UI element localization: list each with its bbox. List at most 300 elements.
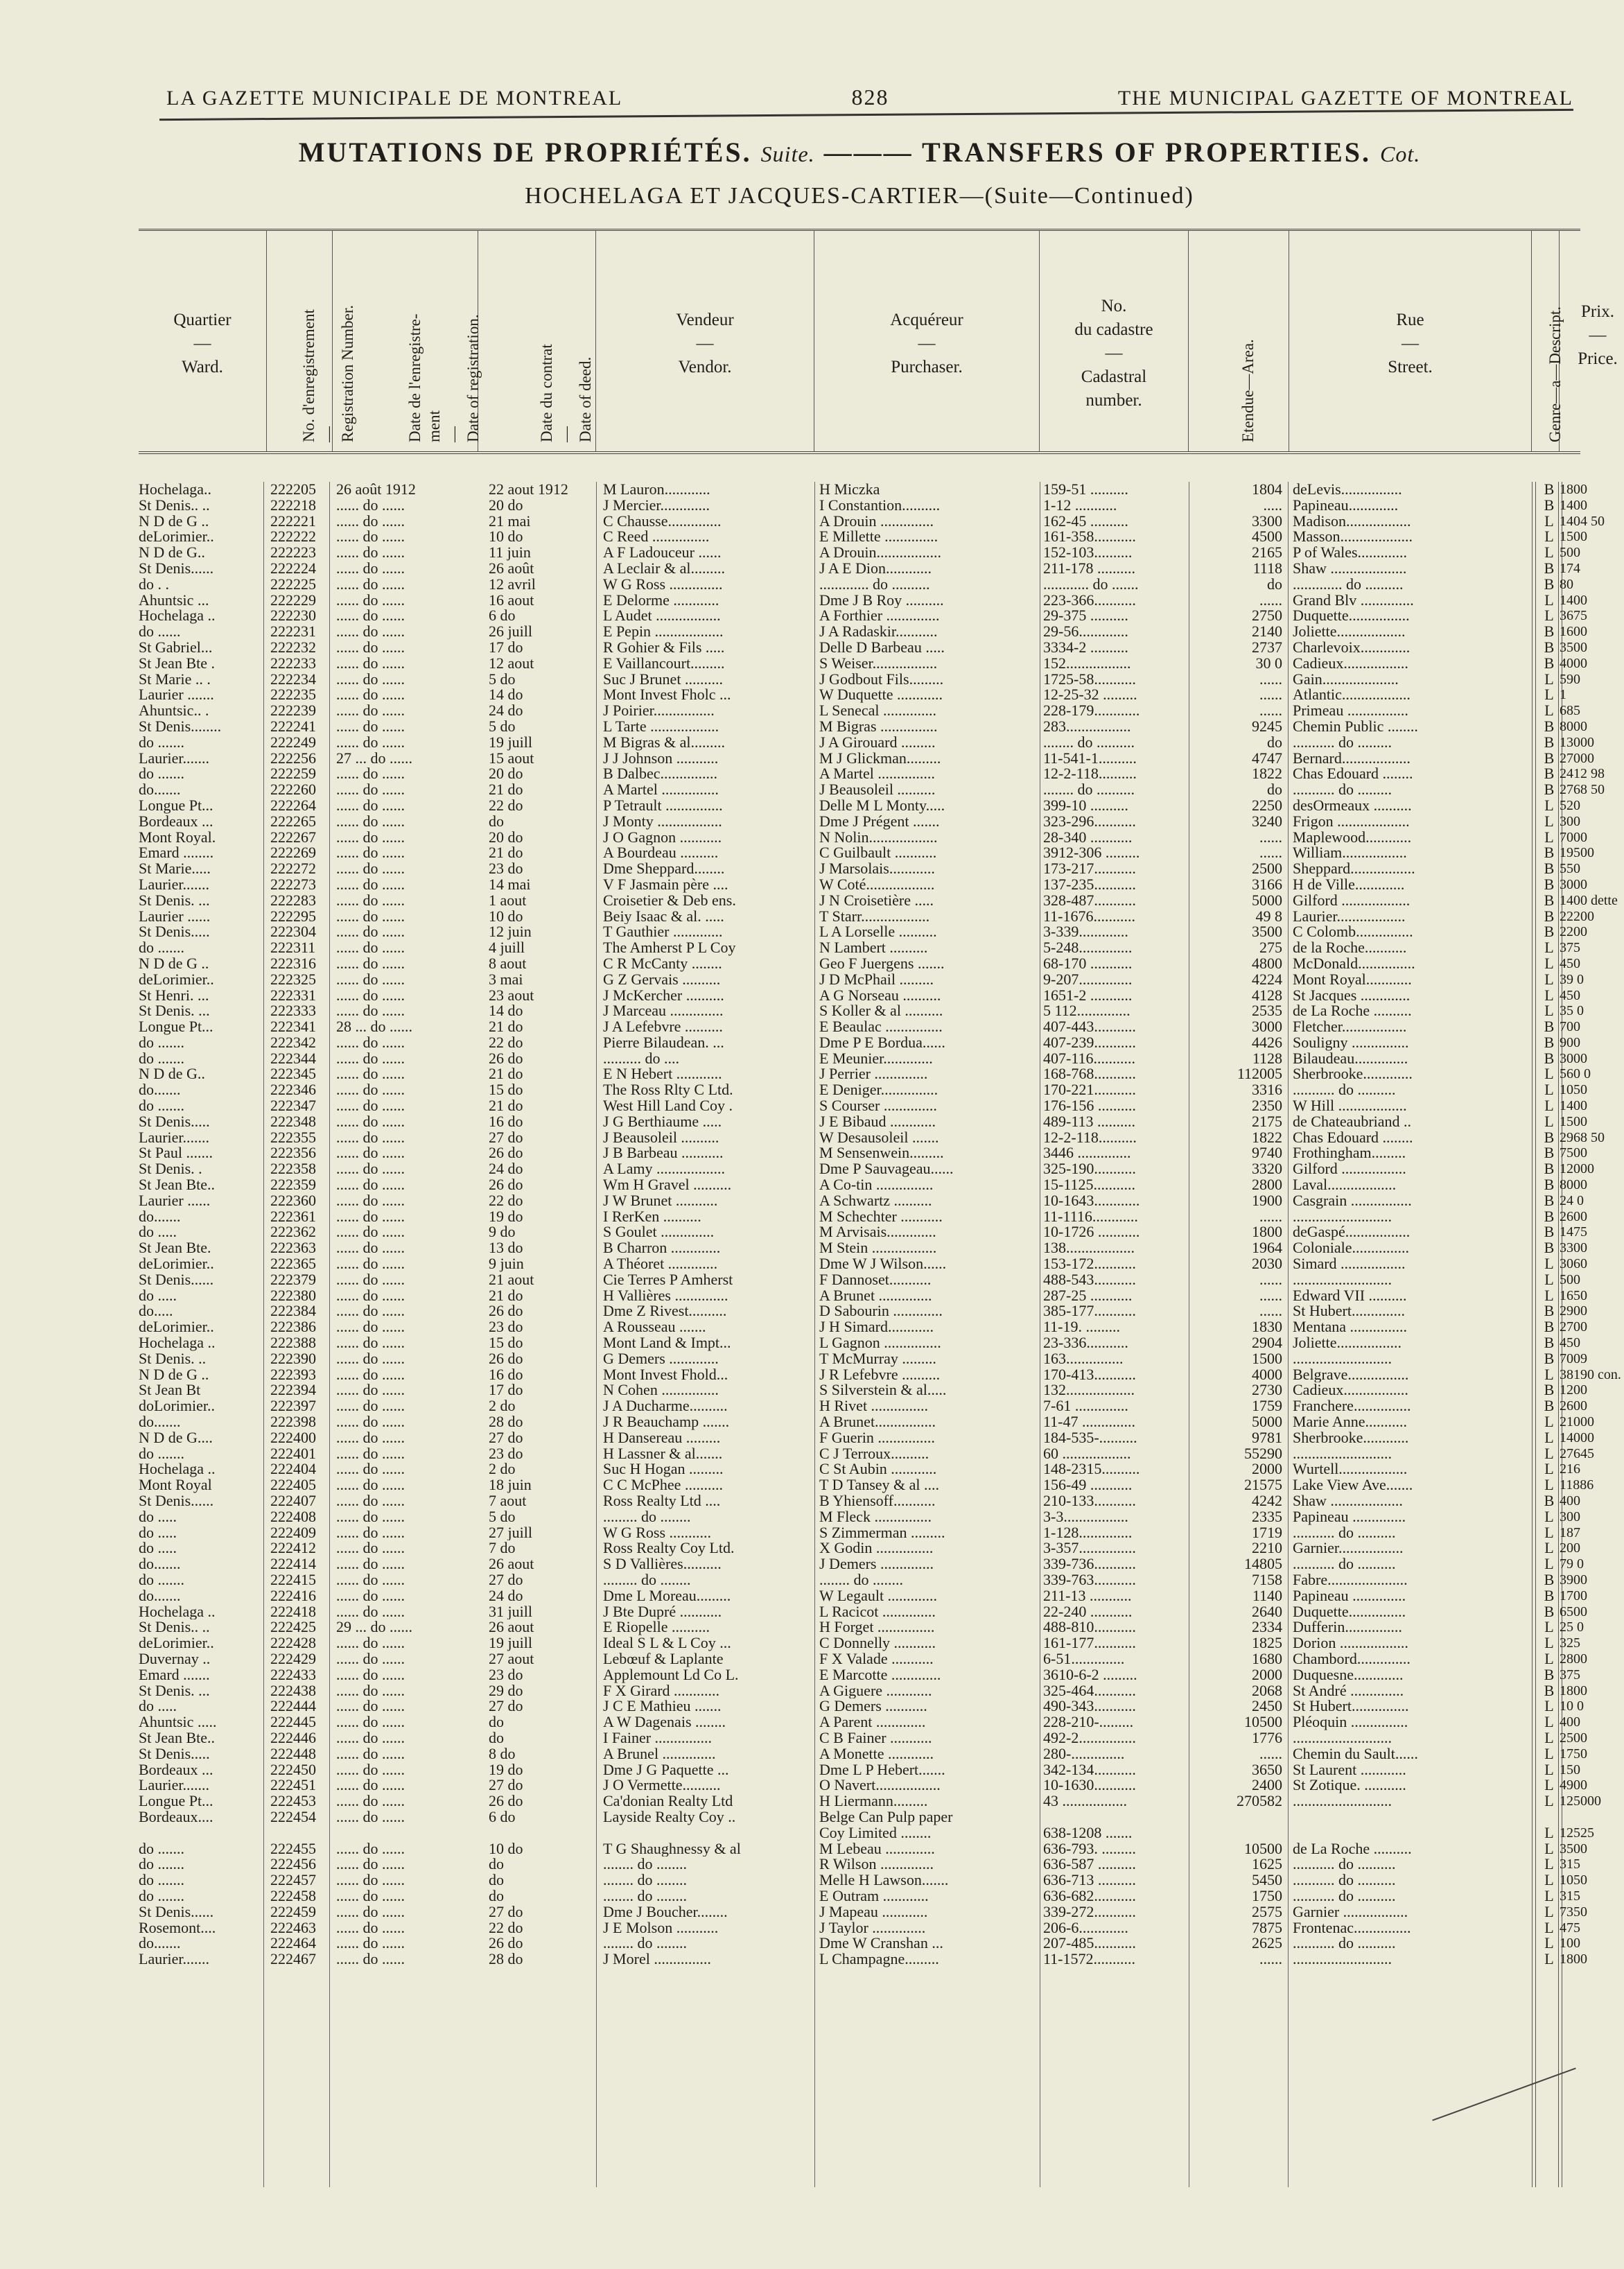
cell-rue: .......................... (1293, 1350, 1392, 1367)
cell-dct: 5 do (489, 1509, 516, 1525)
cell-area: 2737 (1252, 639, 1282, 656)
cell-reg: 222241 (270, 718, 316, 735)
cell-gen: B (1544, 924, 1555, 941)
cell-acq: J E Bibaud ............ (819, 1113, 936, 1130)
cell-ward: do ....... (139, 1888, 184, 1904)
cell-ven: G Demers ............. (603, 1350, 719, 1367)
table-row (139, 1525, 1580, 1541)
cell-ven: E Riopelle .......... (603, 1619, 710, 1636)
cell-rue: Mentana ............... (1293, 1319, 1407, 1336)
cell-area: 5000 (1252, 1414, 1282, 1430)
cell-area: 2068 (1252, 1683, 1282, 1699)
cell-area: 14805 (1244, 1556, 1282, 1572)
cell-area: 2640 (1252, 1603, 1282, 1620)
cell-prix: 10 0 (1560, 1698, 1584, 1714)
cell-acq: J A E Dion............ (819, 560, 932, 577)
cell-acq: W Coté.................. (819, 876, 935, 893)
cell-dreg: ...... do ...... (336, 1857, 405, 1873)
cell-gen: B (1544, 1303, 1555, 1320)
cell-acq: C St Aubin ............ (819, 1461, 937, 1478)
table-row (139, 1145, 1587, 1162)
cell-dct: 22 do (489, 1920, 523, 1936)
cell-dreg: ...... do ...... (336, 1540, 405, 1557)
cell-cad: 170-413........... (1043, 1366, 1136, 1383)
cell-rue: C Colomb............... (1293, 924, 1413, 941)
cell-dct: 27 juill (489, 1524, 532, 1541)
cell-acq: J D McPhail ......... (819, 971, 934, 988)
cell-gen: L (1544, 1461, 1554, 1478)
cell-prix: 2500 (1560, 1730, 1587, 1746)
cell-area: 4000 (1252, 1366, 1282, 1383)
cell-cad: 11-1676........... (1043, 908, 1136, 925)
cell-reg: 222235 (270, 687, 316, 704)
cell-rue: Mont Royal............ (1293, 971, 1412, 988)
cell-dct: 6 do (489, 608, 516, 625)
cell-acq: J R Lefebvre .......... (819, 1366, 941, 1383)
cell-ward: Longue Pt... (139, 1019, 213, 1035)
cell-reg: 222428 (270, 1635, 316, 1651)
cell-cad: 342-134........... (1043, 1762, 1136, 1778)
cell-rue: St André .............. (1293, 1683, 1404, 1699)
header-label: Etendue—Area. (1239, 339, 1257, 442)
table-row (139, 829, 1587, 846)
cell-cad: 10-1630........... (1043, 1777, 1136, 1794)
cell-rue: Papineau............. (1293, 497, 1399, 514)
cell-acq: O Navert................. (819, 1777, 941, 1794)
cell-dct: 27 do (489, 1129, 523, 1146)
cell-reg: 222455 (270, 1841, 316, 1857)
cell-reg: 222415 (270, 1572, 316, 1588)
header-label: Purchaser. (891, 358, 963, 376)
table-row (139, 940, 1580, 956)
cell-dreg: ...... do ...... (336, 1445, 405, 1462)
cell-reg: 222259 (270, 766, 316, 783)
cell-dct: 8 aout (489, 955, 527, 972)
cell-dreg: ...... do ...... (336, 940, 405, 956)
cell-prix: 3675 (1560, 608, 1587, 624)
header-label: ment (425, 410, 443, 442)
header-label: — (918, 334, 936, 353)
cell-dreg: ...... do ...... (336, 639, 405, 656)
cell-rue: Fletcher................. (1293, 1019, 1407, 1035)
cell-acq: Dme L P Hebert....... (819, 1762, 945, 1778)
end-rule (1432, 2067, 1575, 2121)
cell-prix: 187 (1560, 1524, 1580, 1540)
header-genre (1532, 231, 1564, 451)
cell-ven: .......... do .... (603, 1050, 679, 1067)
cell-cad: 488-543........... (1043, 1271, 1136, 1288)
cell-gen: B (1544, 892, 1555, 909)
cell-gen: B (1544, 1603, 1555, 1620)
cell-prix: 2600 (1560, 1398, 1587, 1414)
cell-dreg: ...... do ...... (336, 1730, 405, 1746)
running-head-left: LA GAZETTE MUNICIPALE DE MONTREAL (166, 87, 623, 110)
cell-ven: E N Hebert ............ (603, 1066, 722, 1083)
cell-rue: deLevis................ (1293, 482, 1402, 498)
cell-cad: 156-49 ........... (1043, 1477, 1133, 1493)
cell-ven: ........ do ........ (603, 1872, 687, 1888)
cell-area: 4224 (1252, 971, 1282, 988)
cell-gen: L (1544, 940, 1554, 956)
cell-acq: C B Fainer ........... (819, 1730, 932, 1746)
table-row (139, 1082, 1587, 1099)
cell-ven: A Brunel .............. (603, 1746, 716, 1762)
cell-area: 1759 (1252, 1398, 1282, 1415)
cell-dreg: ...... do ...... (336, 1841, 405, 1857)
cell-prix: 27000 (1560, 750, 1594, 766)
cell-cad: 211-13 ........... (1043, 1588, 1132, 1604)
cell-area: 2400 (1252, 1777, 1282, 1794)
header-deed-date (478, 231, 596, 451)
cell-rue: Souligny ............... (1293, 1034, 1409, 1051)
cell-reg: 222409 (270, 1524, 316, 1541)
header-label: Price. (1578, 349, 1618, 368)
cell-rue: Shaw .................... (1293, 560, 1407, 577)
cell-ward: Longue Pt... (139, 1793, 213, 1809)
cell-reg: 222454 (270, 1809, 316, 1825)
table-row (139, 687, 1580, 703)
cell-acq: A Drouin................. (819, 545, 941, 561)
cell-ward: St Jean Bte.. (139, 1730, 215, 1746)
cell-area: do (1267, 734, 1282, 751)
cell-rue: Frothingham......... (1293, 1145, 1406, 1162)
cell-cad: 492-2............... (1043, 1730, 1136, 1746)
cell-gen: B (1544, 1019, 1555, 1035)
cell-dct: 23 do (489, 1445, 523, 1462)
cell-dreg: ...... do ...... (336, 861, 405, 877)
cell-ward: Hochelaga .. (139, 1335, 216, 1351)
cell-prix: 1500 (1560, 1113, 1587, 1129)
cell-ward: Mont Royal (139, 1477, 212, 1493)
cell-prix: 14000 (1560, 1429, 1594, 1445)
cell-dreg: ...... do ...... (336, 497, 405, 514)
cell-area: ...... (1259, 592, 1282, 609)
cell-rue: Laval.................. (1293, 1177, 1397, 1193)
cell-dreg: ...... do ...... (336, 1809, 405, 1825)
cell-dct: 21 do (489, 1019, 523, 1035)
cell-rue: .......................... (1293, 1951, 1392, 1967)
table-row (139, 655, 1587, 672)
cell-acq: E Outram ............ (819, 1888, 929, 1904)
cell-reg: 222347 (270, 1098, 316, 1114)
cell-reg: 222264 (270, 797, 316, 814)
cell-dreg: ...... do ...... (336, 703, 405, 719)
cell-reg: 222379 (270, 1271, 316, 1288)
cell-ward: St Denis..... (139, 1746, 210, 1762)
cell-rue: Charlevoix............. (1293, 639, 1411, 656)
cell-ward: do . . (139, 576, 169, 593)
cell-dreg: ...... do ...... (336, 924, 405, 941)
cell-prix: 1400 (1560, 592, 1587, 608)
cell-ward: deLorimier.. (139, 1319, 214, 1336)
cell-ven: C Chausse.............. (603, 513, 722, 530)
cell-area: ...... (1259, 1271, 1282, 1288)
table-row (139, 1936, 1580, 1951)
cell-dreg: ...... do ...... (336, 971, 405, 988)
header-label: Acquéreur (890, 311, 963, 329)
cell-acq: B Yhiensoff........... (819, 1493, 936, 1509)
table-row (139, 861, 1580, 877)
cell-gen: B (1544, 497, 1555, 514)
page-number: 828 (851, 85, 889, 110)
cell-reg: 222234 (270, 671, 316, 688)
cell-prix: 590 (1560, 671, 1580, 687)
cell-ven: ......... do ........ (603, 1509, 691, 1525)
cell-reg: 222438 (270, 1683, 316, 1699)
cell-rue: Cadieux................. (1293, 1382, 1408, 1399)
cell-gen: L (1544, 1777, 1554, 1794)
cell-ven: V F Jasmain père .... (603, 876, 728, 893)
cell-gen: B (1544, 876, 1555, 893)
cell-reg: 222401 (270, 1445, 316, 1462)
table-row (139, 1129, 1605, 1146)
cell-area: 2450 (1252, 1698, 1282, 1715)
cell-ward: do ....... (139, 1857, 184, 1873)
cell-ward: St Jean Bt (139, 1382, 201, 1399)
cell-rue: William................. (1293, 845, 1407, 862)
cell-cad: 287-25 ........... (1043, 1287, 1133, 1304)
cell-dreg: 29 ... do ...... (336, 1619, 412, 1636)
cell-ward: Emard ....... (139, 1667, 210, 1683)
cell-reg: 222400 (270, 1429, 316, 1446)
cell-dreg: ...... do ...... (336, 1240, 405, 1257)
cell-area: 2165 (1252, 545, 1282, 561)
cell-dreg: ...... do ...... (336, 797, 405, 814)
cell-reg: 222230 (270, 608, 316, 625)
cell-ven: Applemount Ld Co L. (603, 1667, 739, 1683)
cell-ward: Rosemont.... (139, 1920, 216, 1936)
page-title: MUTATIONS DE PROPRIÉTÉS. Suite. ——— TRANSFERS OF PROPERTIES. Cot. (298, 137, 1421, 168)
cell-dct: 3 mai (489, 971, 523, 988)
cell-ven: J W Brunet ........... (603, 1192, 718, 1209)
cell-area: ...... (1259, 1746, 1282, 1762)
cell-cad: 325-190........... (1043, 1161, 1136, 1178)
table-row (139, 577, 1580, 593)
cell-rue: Shaw ................... (1293, 1493, 1403, 1509)
cell-reg: 222224 (270, 560, 316, 577)
cell-cad: 43 ................. (1043, 1793, 1127, 1809)
cell-rue: Gilford .................. (1293, 892, 1411, 909)
cell-ward: Laurier....... (139, 876, 210, 893)
cell-prix: 4000 (1560, 655, 1587, 671)
cell-prix: 1475 (1560, 1224, 1587, 1240)
cell-reg: 222445 (270, 1714, 316, 1730)
cell-dct: 12 juin (489, 924, 532, 941)
cell-prix: 475 (1560, 1920, 1580, 1936)
cell-acq: A Brunet................ (819, 1414, 936, 1430)
cell-reg: 222405 (270, 1477, 316, 1493)
cell-prix: 1050 (1560, 1872, 1587, 1888)
cell-ward: Hochelaga .. (139, 1603, 216, 1620)
cell-ven: The Ross Rlty C Ltd. (603, 1082, 733, 1099)
cell-prix: 560 0 (1560, 1066, 1591, 1082)
cell-acq: E Millette .............. (819, 529, 938, 546)
cell-dct: 26 juill (489, 624, 532, 640)
cell-rue: Chas Edouard ........ (1293, 1129, 1413, 1146)
cell-ward: St Denis. ... (139, 1003, 210, 1020)
cell-dreg: 26 août 1912 (336, 482, 416, 498)
cell-rue: Garnier................. (1293, 1540, 1404, 1557)
cell-area: 1719 (1252, 1524, 1282, 1541)
cell-ven: West Hill Land Coy . (603, 1098, 733, 1114)
cell-rue: Atlantic.................. (1293, 687, 1411, 704)
cell-rue: P of Wales............. (1293, 545, 1408, 561)
cell-ward: St Paul ....... (139, 1145, 213, 1162)
cell-dct: do (489, 1872, 504, 1888)
cell-dct: 17 do (489, 639, 523, 656)
cell-ven: L Tarte .................. (603, 718, 719, 735)
cell-prix: 3000 (1560, 876, 1587, 892)
cell-dreg: ...... do ...... (336, 1461, 405, 1478)
cell-rue: St Hubert............... (1293, 1698, 1409, 1715)
cell-acq: J N Croisetière ..... (819, 892, 934, 909)
cell-ward: deLorimier.. (139, 971, 214, 988)
cell-ven: J A Lefebvre .......... (603, 1019, 723, 1035)
table-row (139, 1493, 1580, 1509)
cell-ven: A W Dagenais ........ (603, 1714, 726, 1730)
cell-cad: 339-763........... (1043, 1572, 1136, 1588)
cell-cad: 28-340 ........... (1043, 829, 1133, 846)
cell-gen: L (1544, 1619, 1554, 1636)
cell-rue: desOrmeaux .......... (1293, 797, 1412, 814)
cell-dreg: ...... do ...... (336, 1350, 405, 1367)
header-cadastre (1040, 231, 1189, 451)
cell-ven: Cie Terres P Amherst (603, 1271, 733, 1288)
cell-reg: 222450 (270, 1762, 316, 1778)
cell-cad: 170-221........... (1043, 1082, 1136, 1099)
cell-ward: Laurier ...... (139, 1192, 211, 1209)
cell-cad: 132.................. (1043, 1382, 1135, 1399)
cell-cad: 328-487........... (1043, 892, 1136, 909)
cell-rue: ........... do .......... (1293, 1872, 1396, 1888)
table-row (139, 1509, 1580, 1525)
cell-ward: N D de G .. (139, 1366, 209, 1383)
cell-area: 4426 (1252, 1034, 1282, 1051)
cell-dreg: ...... do ...... (336, 1398, 405, 1415)
cell-gen: L (1544, 1793, 1554, 1809)
cell-cad: 339-736........... (1043, 1556, 1136, 1572)
header-label: du cadastre (1074, 320, 1153, 339)
table-row (139, 1572, 1587, 1588)
table-row (139, 1445, 1594, 1462)
cell-rue: Chas Edouard ........ (1293, 766, 1413, 783)
cell-cad: 636-682........... (1043, 1888, 1136, 1904)
cell-acq: A Giguere ............ (819, 1683, 932, 1699)
cell-ward: St Denis.. .. (139, 497, 210, 514)
cell-acq: M Lebeau ............. (819, 1841, 935, 1857)
cell-acq: F Guerin ............... (819, 1429, 935, 1446)
title-en: TRANSFERS OF PROPERTIES. (921, 137, 1372, 168)
cell-reg: 222358 (270, 1161, 316, 1178)
cell-reg: 222362 (270, 1224, 316, 1241)
cell-acq: H Rivet ............... (819, 1398, 929, 1415)
cell-dreg: ...... do ...... (336, 1777, 405, 1794)
cell-cad: 138.................. (1043, 1240, 1135, 1257)
cell-rue: Simard ................. (1293, 1256, 1406, 1272)
cell-dreg: ...... do ...... (336, 1177, 405, 1193)
cell-ven: The Amherst P L Coy (603, 940, 736, 956)
cell-reg: 222304 (270, 924, 316, 941)
cell-area: 3316 (1252, 1082, 1282, 1099)
cell-acq: N Lambert .......... (819, 940, 928, 956)
cell-cad: 407-116........... (1043, 1050, 1136, 1067)
cell-cad: 11-1116............ (1043, 1208, 1138, 1225)
cell-reg: 222456 (270, 1857, 316, 1873)
table-row (139, 845, 1594, 862)
cell-ward: do ...... (139, 624, 181, 640)
cell-cad: 283................. (1043, 718, 1131, 735)
cell-gen: B (1544, 1588, 1555, 1604)
cell-rue: .......................... (1293, 1793, 1392, 1809)
cell-cad: 11-541-1.......... (1043, 750, 1137, 767)
cell-ven: Ross Realty Ltd .... (603, 1493, 721, 1509)
cell-gen: L (1544, 1714, 1554, 1730)
cell-gen: L (1544, 1256, 1554, 1272)
cell-dct: 9 do (489, 1224, 516, 1241)
table-row (139, 1698, 1584, 1715)
cell-dreg: ...... do ...... (336, 1192, 405, 1209)
cell-area: ...... (1259, 1287, 1282, 1304)
cell-area: 2800 (1252, 1177, 1282, 1193)
cell-prix: 8000 (1560, 1177, 1587, 1193)
table-row (139, 1872, 1587, 1888)
cell-gen: B (1544, 1382, 1555, 1399)
cell-gen: L (1544, 1841, 1554, 1857)
cell-acq: D Sabourin ............. (819, 1303, 943, 1320)
cell-dreg: ...... do ...... (336, 1224, 405, 1241)
cell-cad: 3912-306 ......... (1043, 845, 1140, 862)
cell-prix: 685 (1560, 703, 1580, 719)
cell-dct: 20 do (489, 829, 523, 846)
cell-prix: 4900 (1560, 1777, 1587, 1793)
header-label: Rue (1396, 311, 1424, 329)
cell-dreg: ...... do ...... (336, 718, 405, 735)
cell-acq: A Schwartz .......... (819, 1192, 932, 1209)
cell-prix: 400 (1560, 1714, 1580, 1730)
cell-cad: 1725-58........... (1043, 671, 1136, 688)
table-row (139, 1540, 1580, 1556)
cell-ven: J O Gagnon ........... (603, 829, 722, 846)
table-row (139, 750, 1594, 767)
cell-rue: Duquesne............. (1293, 1667, 1404, 1683)
cell-ward: deLorimier.. (139, 1635, 214, 1651)
cell-cad: 6-51.............. (1043, 1651, 1125, 1667)
table-row (139, 1240, 1587, 1257)
cell-acq: E Meunier............. (819, 1050, 933, 1067)
cell-ven: Lebœuf & Laplante (603, 1651, 724, 1667)
cell-gen: L (1544, 545, 1554, 561)
cell-cad: 5-248.............. (1043, 940, 1133, 956)
cell-reg: 222283 (270, 892, 316, 909)
cell-gen: L (1544, 1951, 1554, 1967)
cell-ward: do ....... (139, 1050, 184, 1067)
cell-ven: H Vallières .............. (603, 1287, 728, 1304)
table-row (139, 1683, 1587, 1699)
transfers-table-body (139, 482, 1621, 1967)
table-row (139, 1256, 1587, 1272)
cell-ven: F X Girard ............ (603, 1683, 720, 1699)
cell-area: 3650 (1252, 1762, 1282, 1778)
cell-gen: L (1544, 1556, 1554, 1572)
header-label: — (1105, 344, 1123, 363)
cell-acq: Geo F Juergens ....... (819, 955, 945, 972)
cell-dreg: ...... do ...... (336, 955, 405, 972)
cell-acq: L Champagne......... (819, 1951, 939, 1967)
table-row (139, 1588, 1587, 1604)
table-row (139, 1303, 1587, 1320)
cell-cad: 11-1572........... (1043, 1951, 1136, 1967)
cell-area: ...... (1259, 1208, 1282, 1225)
